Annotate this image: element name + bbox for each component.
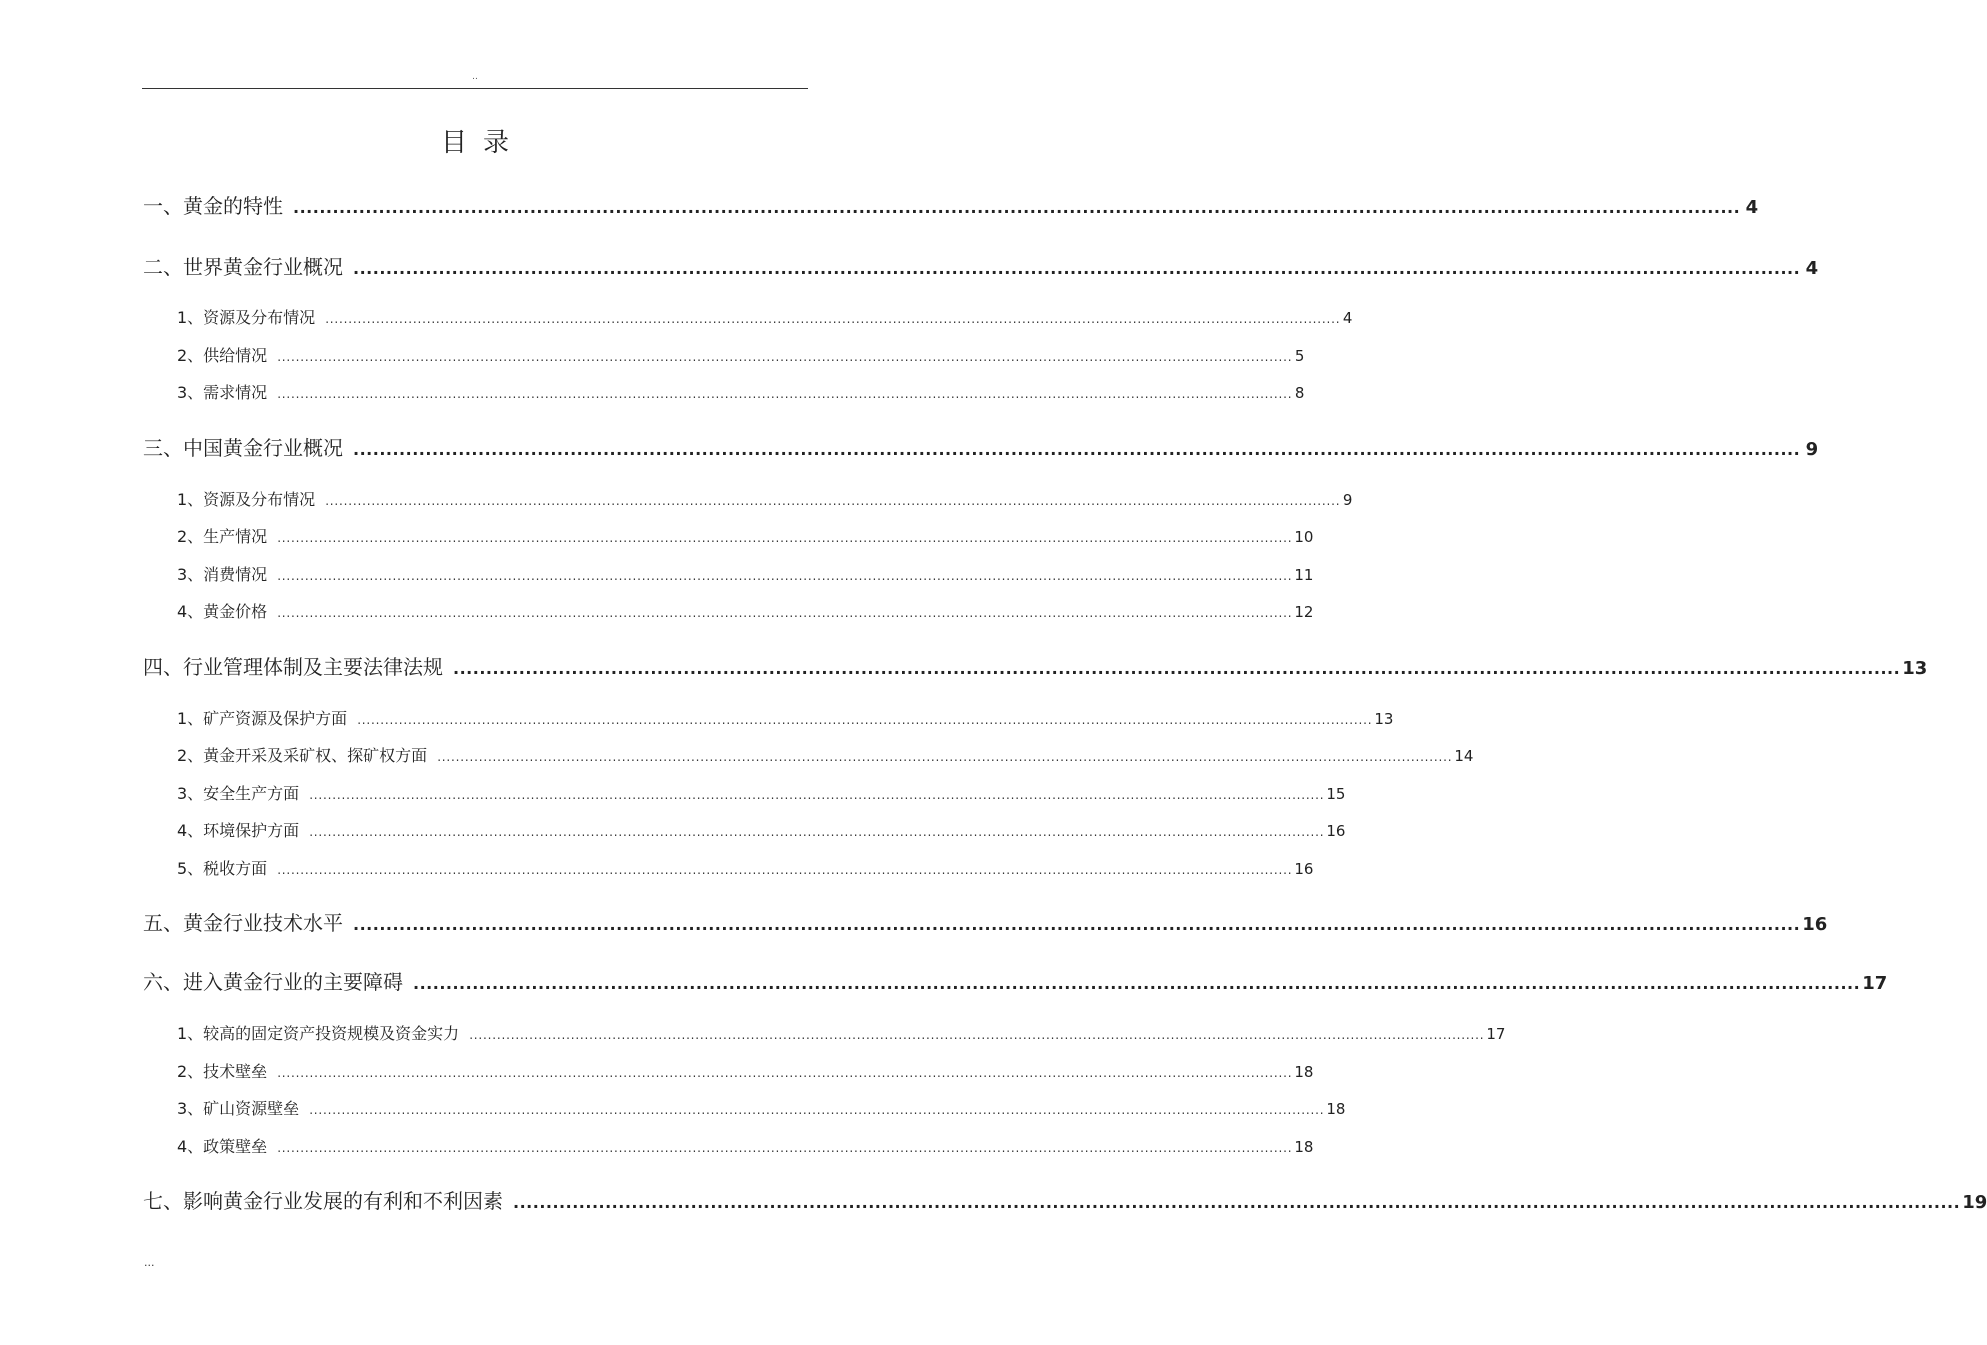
toc-section-entry[interactable]: [177, 487, 1353, 510]
toc-entry-label: 3、矿山资源壁垒: [177, 1099, 300, 1118]
toc-section-entry[interactable]: [177, 818, 1346, 841]
toc-page-number: 4: [1342, 309, 1353, 327]
toc-section-entry[interactable]: [177, 1096, 1346, 1119]
toc-page-number: 13: [1374, 710, 1394, 728]
toc-page-number: 19: [1962, 1192, 1987, 1213]
toc-chapter-entry[interactable]: [143, 651, 1928, 680]
toc-entry-label: 三、中国黄金行业概况: [143, 436, 343, 460]
toc-chapter-entry[interactable]: [143, 1185, 1987, 1214]
toc-chapter-entry[interactable]: [143, 190, 1759, 219]
toc-entry-label: 六、进入黄金行业的主要障碍: [143, 970, 403, 994]
toc-section-entry[interactable]: [177, 743, 1474, 766]
toc-entry-label: 4、环境保护方面: [177, 821, 300, 840]
toc-leader-dots: ............................................................................................................................................................................................................................: [309, 1103, 1325, 1117]
toc-chapter-entry[interactable]: [143, 966, 1888, 995]
toc-leader-dots: ............................................................................................................................................................................................................................: [293, 198, 1741, 217]
toc-entry-label: 四、行业管理体制及主要法律法规: [143, 655, 443, 679]
toc-entry-label: 2、供给情况: [177, 346, 268, 365]
toc-section-entry[interactable]: [177, 1134, 1314, 1157]
toc-page-number: 5: [1294, 347, 1305, 365]
toc-entry-label: 七、影响黄金行业发展的有利和不利因素: [143, 1189, 503, 1213]
toc-leader-dots: ............................................................................................................................................................................................................................: [437, 750, 1453, 764]
toc-section-entry[interactable]: [177, 706, 1394, 729]
toc-entry-label: 4、黄金价格: [177, 602, 268, 621]
toc-page-number: 15: [1326, 785, 1346, 803]
toc-leader-dots: ............................................................................................................................................................................................................................: [277, 1141, 1293, 1155]
toc-entry-label: 2、技术壁垒: [177, 1062, 268, 1081]
toc-page-number: 16: [1294, 860, 1314, 878]
toc-entry-label: 4、政策壁垒: [177, 1137, 268, 1156]
toc-leader-dots: ............................................................................................................................................................................................................................: [353, 915, 1801, 934]
toc-leader-dots: ............................................................................................................................................................................................................................: [277, 350, 1293, 364]
toc-chapter-entry[interactable]: [143, 251, 1819, 280]
toc-entry-label: 5、税收方面: [177, 859, 268, 878]
toc-page-number: 18: [1294, 1138, 1314, 1156]
toc-page-number: 13: [1902, 658, 1928, 679]
toc-leader-dots: ............................................................................................................................................................................................................................: [277, 569, 1293, 583]
toc-entry-label: 3、需求情况: [177, 383, 268, 402]
toc-page-number: 16: [1802, 914, 1828, 935]
toc-leader-dots: ............................................................................................................................................................................................................................: [513, 1193, 1961, 1212]
toc-section-entry[interactable]: [177, 305, 1353, 328]
toc-entry-label: 1、矿产资源及保护方面: [177, 709, 348, 728]
toc-entry-label: 2、黄金开采及采矿权、探矿权方面: [177, 746, 428, 765]
toc-page-number: 16: [1326, 822, 1346, 840]
toc-leader-dots: ............................................................................................................................................................................................................................: [277, 1066, 1293, 1080]
page-title: 目录: [440, 128, 525, 158]
toc-leader-dots: ............................................................................................................................................................................................................................: [453, 659, 1901, 678]
toc-leader-dots: ............................................................................................................................................................................................................................: [309, 788, 1325, 802]
toc-leader-dots: ............................................................................................................................................................................................................................: [277, 863, 1293, 877]
toc-page-number: 18: [1294, 1063, 1314, 1081]
toc-section-entry[interactable]: [177, 343, 1305, 366]
toc-chapter-entry[interactable]: [143, 907, 1828, 936]
toc-page-number: 8: [1294, 384, 1305, 402]
toc-leader-dots: ............................................................................................................................................................................................................................: [469, 1028, 1485, 1042]
toc-section-entry[interactable]: [177, 599, 1314, 622]
toc-leader-dots: ............................................................................................................................................................................................................................: [277, 531, 1293, 545]
toc-leader-dots: ............................................................................................................................................................................................................................: [413, 974, 1861, 993]
toc-page-number: 4: [1805, 258, 1819, 279]
toc-page-number: 9: [1805, 439, 1819, 460]
toc-entry-label: 1、资源及分布情况: [177, 308, 316, 327]
toc-section-entry[interactable]: [177, 380, 1305, 403]
toc-chapter-entry[interactable]: [143, 432, 1819, 461]
toc-leader-dots: ............................................................................................................................................................................................................................: [325, 312, 1341, 326]
toc-entry-label: 1、较高的固定资产投资规模及资金实力: [177, 1024, 460, 1043]
toc-page-number: 10: [1294, 528, 1314, 546]
toc-section-entry[interactable]: [177, 562, 1314, 585]
header-rule: [142, 88, 808, 89]
toc-entry-label: 五、黄金行业技术水平: [143, 911, 343, 935]
toc-page-number: 17: [1862, 973, 1888, 994]
toc-page-number: 9: [1342, 491, 1353, 509]
toc-page-number: 4: [1745, 197, 1759, 218]
toc-section-entry[interactable]: [177, 1021, 1506, 1044]
toc-entry-label: 1、资源及分布情况: [177, 490, 316, 509]
header-mark: ..: [472, 72, 478, 82]
toc-entry-label: 3、消费情况: [177, 565, 268, 584]
toc-section-entry[interactable]: [177, 524, 1314, 547]
toc-page-number: 12: [1294, 603, 1314, 621]
toc-leader-dots: ............................................................................................................................................................................................................................: [309, 825, 1325, 839]
toc-section-entry[interactable]: [177, 856, 1314, 879]
toc-section-entry[interactable]: [177, 1059, 1314, 1082]
toc-page-number: 17: [1486, 1025, 1506, 1043]
toc-entry-label: 2、生产情况: [177, 527, 268, 546]
toc-leader-dots: ............................................................................................................................................................................................................................: [353, 259, 1801, 278]
toc-leader-dots: ............................................................................................................................................................................................................................: [353, 440, 1801, 459]
toc-entry-label: 3、安全生产方面: [177, 784, 300, 803]
toc-leader-dots: ............................................................................................................................................................................................................................: [357, 713, 1373, 727]
toc-entry-label: 二、世界黄金行业概况: [143, 255, 343, 279]
toc-leader-dots: ............................................................................................................................................................................................................................: [325, 494, 1341, 508]
footer-mark: ...: [144, 1256, 155, 1269]
toc-entry-label: 一、黄金的特性: [143, 194, 283, 218]
toc-leader-dots: ............................................................................................................................................................................................................................: [277, 606, 1293, 620]
toc-leader-dots: ............................................................................................................................................................................................................................: [277, 387, 1293, 401]
toc-section-entry[interactable]: [177, 781, 1346, 804]
toc-page-number: 18: [1326, 1100, 1346, 1118]
toc-page-number: 14: [1454, 747, 1474, 765]
toc-page-number: 11: [1294, 566, 1314, 584]
